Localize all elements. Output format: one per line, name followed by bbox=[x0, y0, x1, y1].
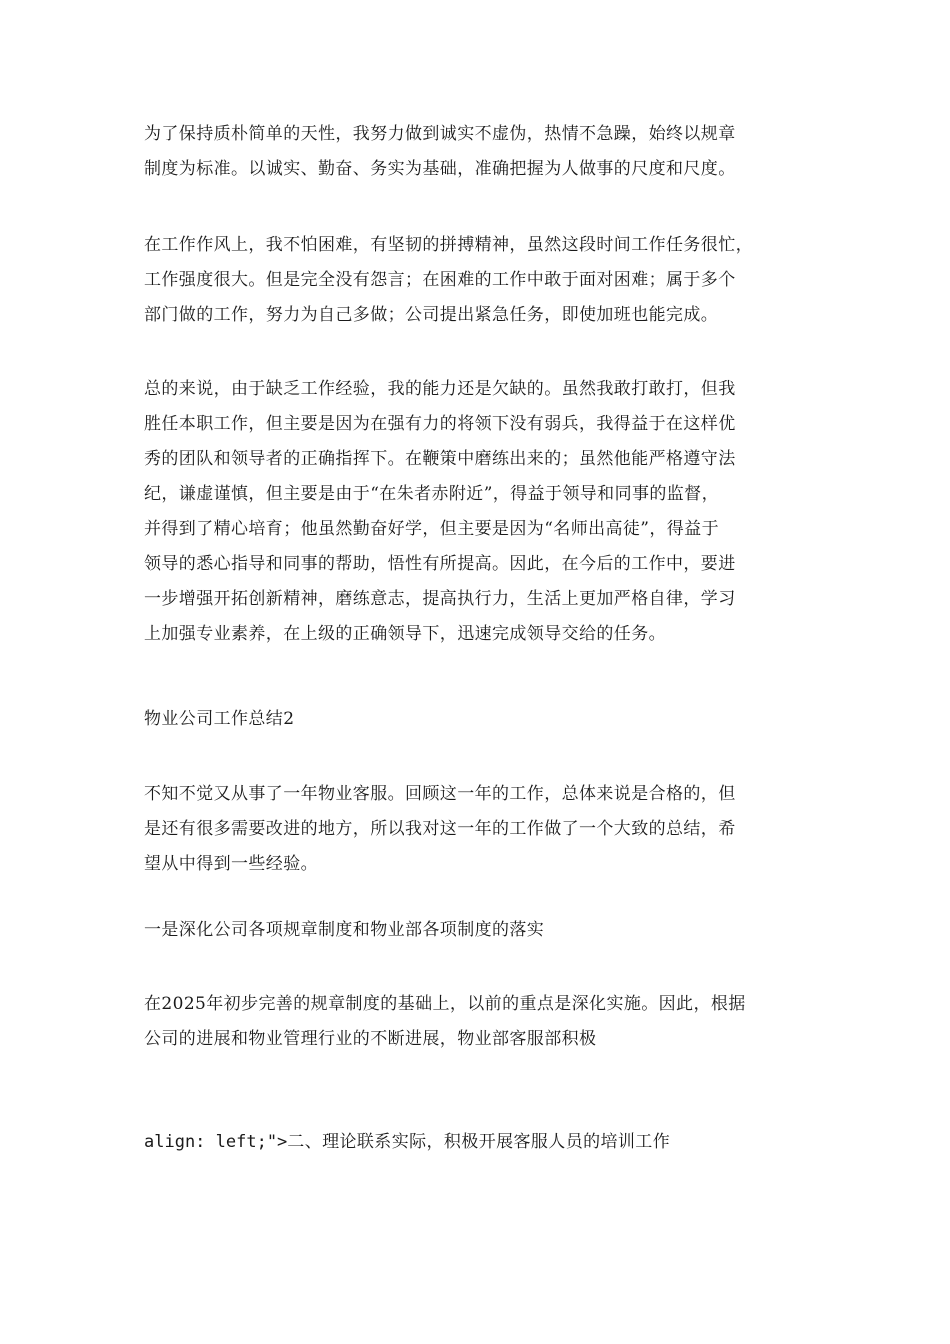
text-line: 部门做的工作，努力为自己多做；公司提出紧急任务，即使加班也能完成。 bbox=[144, 305, 719, 325]
paragraph-character bbox=[144, 117, 814, 187]
text-line: 不知不觉又从事了一年物业客服。回顾这一年的工作，总体来说是合格的，但 bbox=[144, 784, 736, 804]
text-line: 领导的悉心指导和同事的帮助，悟性有所提高。因此，在今后的工作中，要进 bbox=[144, 554, 736, 574]
heading-text: 一是深化公司各项规章制度和物业部各项制度的落实 bbox=[144, 920, 545, 940]
text-line: 一步增强开拓创新精神，磨练意志，提高执行力，生活上更加严格自律，学习 bbox=[144, 589, 736, 609]
paragraph-training bbox=[144, 1125, 814, 1160]
paragraph-work-style bbox=[144, 228, 814, 333]
paragraph-implementation bbox=[144, 987, 814, 1057]
text-line: 工作强度很大。但是完全没有怨言；在困难的工作中敢于面对困难；属于多个 bbox=[144, 270, 736, 290]
text-line: 在2025年初步完善的规章制度的基础上，以前的重点是深化实施。因此，根据 bbox=[144, 994, 746, 1014]
text-line: 制度为标准。以诚实、勤奋、务实为基础，准确把握为人做事的尺度和尺度。 bbox=[144, 159, 736, 179]
subsection-heading bbox=[144, 913, 814, 948]
text-line: 是还有很多需要改进的地方，所以我对这一年的工作做了一个大致的总结，希 bbox=[144, 819, 736, 839]
text-line: 秀的团队和领导者的正确指挥下。在鞭策中磨练出来的；虽然他能严格遵守法 bbox=[144, 449, 736, 469]
text-line: 并得到了精心培育；他虽然勤奋好学，但主要是因为“名师出高徒”，得益于 bbox=[144, 519, 719, 539]
text-line bbox=[144, 1125, 814, 1160]
text-line: 在工作作风上，我不怕困难，有坚韧的拼搏精神，虽然这段时间工作任务很忙， bbox=[144, 235, 753, 255]
text-line: 纪，谦虚谨慎，但主要是由于“在朱者赤附近”，得益于领导和同事的监督， bbox=[144, 484, 719, 504]
text-line: 望从中得到一些经验。 bbox=[144, 854, 318, 874]
code-fragment: align: left;"> bbox=[144, 1132, 288, 1152]
text-line: 上加强专业素养，在上级的正确领导下，迅速完成领导交给的任务。 bbox=[144, 624, 666, 644]
heading-text: 物业公司工作总结2 bbox=[144, 709, 295, 729]
paragraph-summary bbox=[144, 372, 814, 652]
text-line: 胜任本职工作，但主要是因为在强有力的将领下没有弱兵，我得益于在这样优 bbox=[144, 414, 736, 434]
paragraph-intro bbox=[144, 777, 814, 882]
text-line: 为了保持质朴简单的天性，我努力做到诚实不虚伪，热情不急躁，始终以规章 bbox=[144, 124, 736, 144]
section-heading bbox=[144, 702, 814, 737]
text-line: 总的来说，由于缺乏工作经验，我的能力还是欠缺的。虽然我敢打敢打，但我 bbox=[144, 379, 736, 399]
text-line: 公司的进展和物业管理行业的不断进展，物业部客服部积极 bbox=[144, 1029, 597, 1049]
training-heading-text: 二、理论联系实际，积极开展客服人员的培训工作 bbox=[287, 1132, 671, 1152]
